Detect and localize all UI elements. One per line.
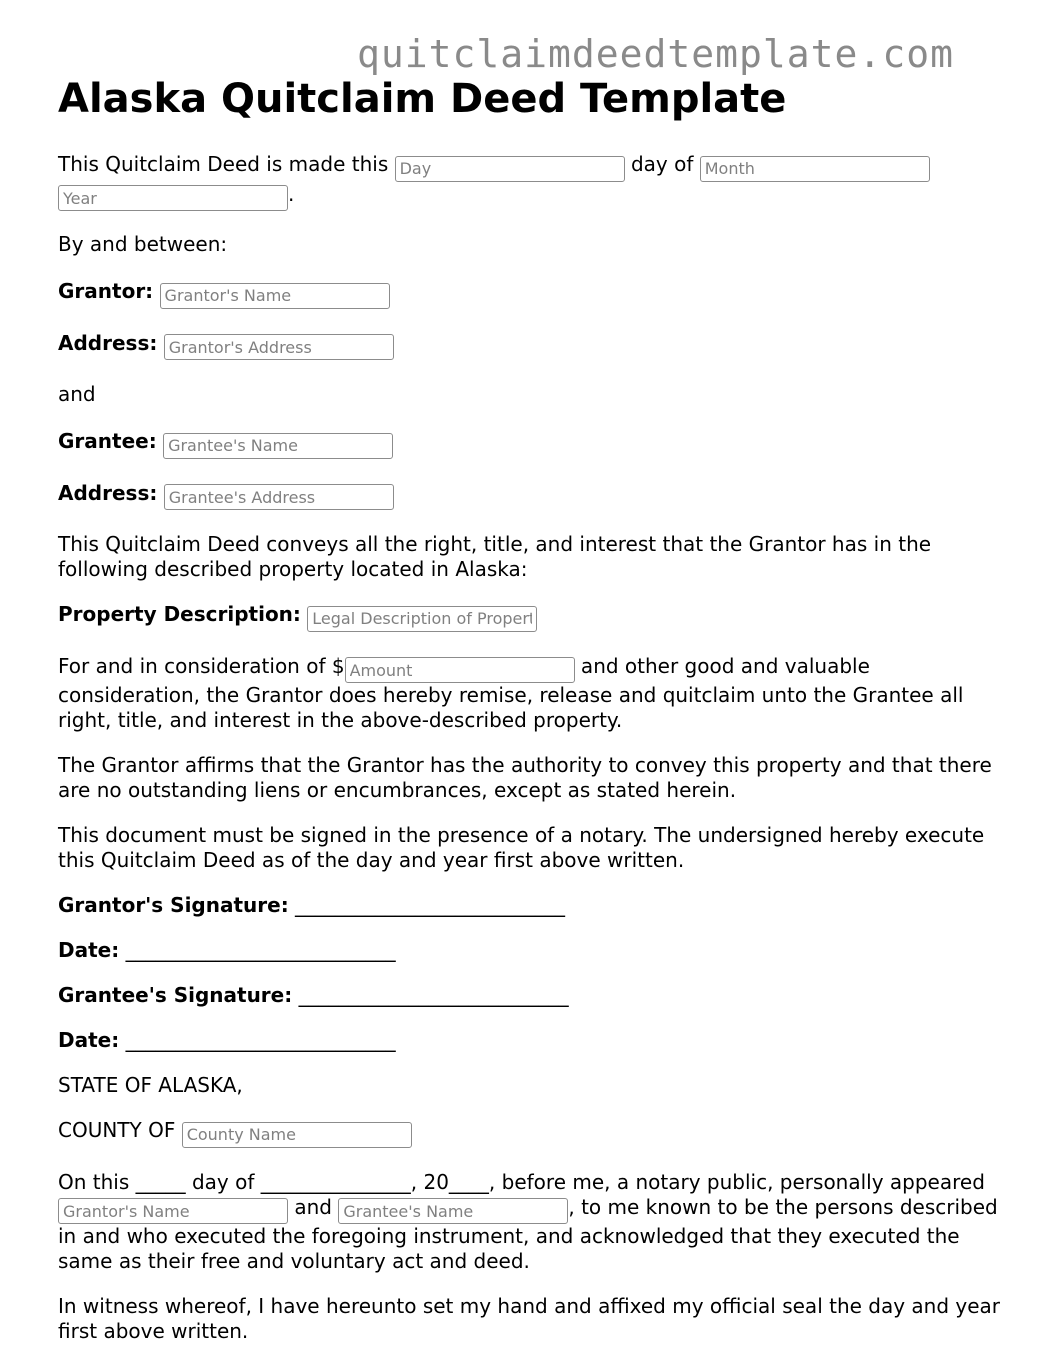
by-and-between: By and between:	[58, 232, 228, 256]
date1-line: ___________________________	[119, 938, 396, 962]
witness-paragraph: In witness whereof, I have hereunto set my hand and affixed my official seal the day and year first above written.	[58, 1294, 1001, 1343]
grantor-address-row	[58, 331, 1008, 361]
date2-label: Date:	[58, 1028, 120, 1052]
amount-input[interactable]	[345, 657, 575, 683]
grantor-address-input[interactable]	[164, 334, 394, 360]
year-input[interactable]	[58, 185, 288, 211]
intro-day-of: day of	[630, 152, 694, 176]
conveys-paragraph: This Quitclaim Deed conveys all the right, title, and interest that the Grantor has in the following described property located in Alaska:	[58, 532, 932, 581]
grantee-signature-row	[58, 983, 1008, 1008]
grantor-name-input[interactable]	[160, 283, 390, 309]
grantee-signature-label: Grantee's Signature:	[58, 983, 293, 1007]
acknowledgment-and: and	[294, 1194, 332, 1219]
grantee-address-row	[58, 481, 1008, 511]
grantee-signature-line: ___________________________	[292, 983, 569, 1007]
page-title: Alaska Quitclaim Deed Template	[58, 76, 787, 122]
county-label: COUNTY OF	[58, 1118, 176, 1142]
ack-grantee-name-input[interactable]	[338, 1198, 568, 1224]
consideration-before: For and in consideration of $	[58, 653, 345, 678]
property-label: Property Description:	[58, 602, 301, 626]
date2-line: ___________________________	[119, 1028, 396, 1052]
acknowledgment-part1: On this _____ day of _______________, 20____, before me, a notary public, personally appeared	[58, 1169, 985, 1194]
document-body	[58, 152, 1008, 1364]
grantor-label: Grantor:	[58, 279, 154, 303]
county-input[interactable]	[182, 1122, 412, 1148]
date1-row	[58, 938, 1008, 963]
grantee-label: Grantee:	[58, 429, 157, 453]
acknowledgment-part2: , to me known to be the persons described in and who executed the foregoing instrument, and acknowledged that they executed the same as their free and voluntary act and deed.	[58, 1194, 998, 1273]
grantee-name-input[interactable]	[163, 433, 393, 459]
month-input[interactable]	[700, 156, 930, 182]
state-text: STATE OF ALASKA,	[58, 1073, 243, 1097]
date2-row	[58, 1028, 1008, 1053]
grantor-name-row	[58, 279, 1008, 309]
affirms-paragraph: The Grantor affirms that the Grantor has the authority to convey this property and that there are no outstanding liens or encumbrances, except as stated herein.	[58, 753, 992, 802]
ack-grantor-name-input[interactable]	[58, 1198, 288, 1224]
grantor-address-label: Address:	[58, 330, 158, 355]
intro-period: .	[288, 181, 295, 206]
property-description-input[interactable]	[307, 606, 537, 632]
grantor-signature-row	[58, 893, 1008, 918]
intro-paragraph	[58, 152, 1008, 211]
county-row	[58, 1118, 1008, 1148]
grantee-address-label: Address:	[58, 480, 158, 505]
grantee-address-input[interactable]	[164, 484, 394, 510]
consideration-after: and other good and valuable consideration, the Grantor does hereby remise, release and quitclaim unto the Grantee all right, title, and interest in the above-described property.	[58, 653, 964, 732]
consideration-paragraph	[58, 654, 1008, 734]
grantee-name-row	[58, 429, 1008, 459]
notary-paragraph: This document must be signed in the presence of a notary. The undersigned hereby execute this Quitclaim Deed as of the day and year first above written.	[58, 823, 985, 872]
grantor-signature-line: ___________________________	[288, 893, 566, 917]
day-input[interactable]	[395, 156, 625, 182]
watermark: quitclaimdeedtemplate.com	[357, 32, 954, 76]
property-row	[58, 602, 1008, 632]
intro-made-this: This Quitclaim Deed is made this	[58, 152, 389, 176]
acknowledgment-paragraph	[58, 1170, 1008, 1275]
date1-label: Date:	[58, 938, 120, 962]
grantor-signature-label: Grantor's Signature:	[58, 893, 289, 917]
and-text: and	[58, 382, 96, 406]
